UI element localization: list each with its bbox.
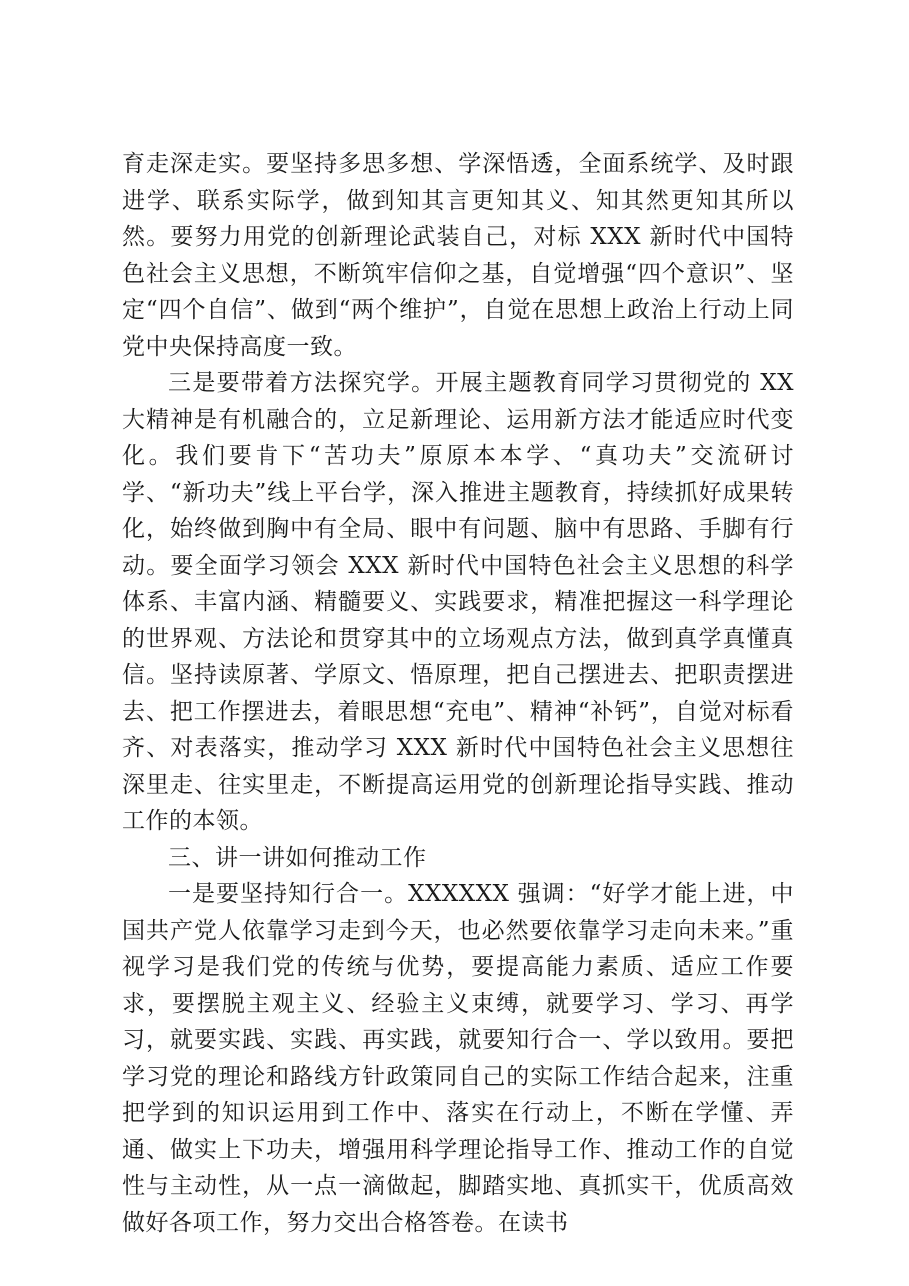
- document-body: [122, 146, 794, 1241]
- body-paragraph-1: 育走深走实。要坚持多思多想、学深悟透，全面系统学、及时跟进学、联系实际学，做到知其言更知其义、知其然更知其所以然。要努力用党的创新理论武装自己，对标 XXX 新时代中国特色社会主义思想，不断筑牢信仰之基，自觉增强“四个意识”、坚定“四个自信”、做到“两个维护”，自觉在思想上政治上行动上同党中央保持高度一致。: [122, 151, 794, 360]
- body-paragraph-3: 一是要坚持知行合一。XXXXXX 强调：“好学才能上进，中国共产党人依靠学习走到今天，也必然要依靠学习走向未来。”重视学习是我们党的传统与优势，要提高能力素质、适应工作要求，要摆脱主观主义、经验主义束缚，就要学习、学习、再学习，就要实践、实践、再实践，就要知行合一、学以致用。要把学习党的理论和路线方针政策同自己的实际工作结合起来，注重把学到的知识运用到工作中、落实在行动上，不断在学懂、弄通、做实上下功夫，增强用科学理论指导工作、推动工作的自觉性与主动性，从一点一滴做起，脚踏实地、真抓实干，优质高效做好各项工作，努力交出合格答卷。在读书: [122, 881, 794, 1236]
- body-paragraph-2: 三是要带着方法探究学。开展主题教育同学习贯彻党的 XX 大精神是有机融合的，立足新理论、运用新方法才能适应时代变化。我们要肯下“苦功夫”原原本本学、“真功夫”交流研讨学、“新功夫”线上平台学，深入推进主题教育，持续抓好成果转化，始终做到胸中有全局、眼中有问题、脑中有思路、手脚有行动。要全面学习领会 XXX 新时代中国特色社会主义思想的科学体系、丰富内涵、精髓要义、实践要求，精准把握这一科学理论的世界观、方法论和贯穿其中的立场观点方法，做到真学真懂真信。坚持读原著、学原文、悟原理，把自己摆进去、把职责摆进去、把工作摆进去，着眼思想“充电”、精神“补钙”，自觉对标看齐、对表落实，推动学习 XXX 新时代中国特色社会主义思想往深里走、往实里走，不断提高运用党的创新理论指导实践、推动工作的本领。: [122, 370, 794, 834]
- section-heading: 三、讲一讲如何推动工作: [168, 844, 427, 871]
